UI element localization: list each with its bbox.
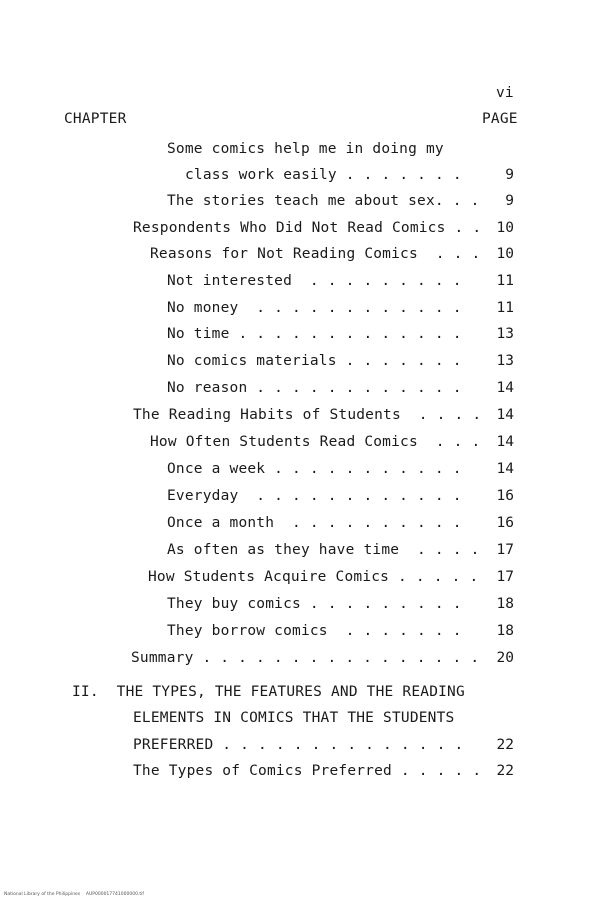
toc-page-ref: 10 [496, 246, 514, 262]
toc-entry: They buy comics . . . . . . . . . [167, 596, 462, 612]
toc-entry: Once a month . . . . . . . . . . [167, 515, 462, 531]
toc-entry: PREFERRED . . . . . . . . . . . . . . [133, 737, 464, 753]
toc-entry: Everyday . . . . . . . . . . . . [167, 488, 462, 504]
toc-page-ref: 14 [496, 434, 514, 450]
toc-entry: Not interested . . . . . . . . . [167, 273, 462, 289]
toc-page-ref: 14 [496, 380, 514, 396]
toc-entry: The Reading Habits of Students . . . . [133, 407, 482, 423]
toc-page-ref: 18 [496, 623, 514, 639]
toc-entry: Some comics help me in doing my [167, 141, 444, 157]
toc-page-ref: 17 [496, 569, 514, 585]
toc-page-ref: 9 [505, 167, 514, 183]
toc-entry: They borrow comics . . . . . . . [167, 623, 462, 639]
toc-page-ref: 11 [496, 273, 514, 289]
chapter-title: ELEMENTS IN COMICS THAT THE STUDENTS [133, 710, 455, 726]
toc-page-ref: 14 [496, 461, 514, 477]
toc-entry: How Often Students Read Comics . . . [150, 434, 481, 450]
toc-page-ref: 13 [496, 326, 514, 342]
toc-entry: No reason . . . . . . . . . . . . [167, 380, 462, 396]
toc-page-ref: 9 [505, 193, 514, 209]
toc-page-ref: 11 [496, 300, 514, 316]
toc-entry: Once a week . . . . . . . . . . . [167, 461, 462, 477]
toc-page-ref: 16 [496, 515, 514, 531]
toc-entry: The stories teach me about sex. . . [167, 193, 480, 209]
toc-page-ref: 20 [496, 650, 514, 666]
toc-entry: No comics materials . . . . . . . [167, 353, 462, 369]
toc-entry: Summary . . . . . . . . . . . . . . . . [131, 650, 480, 666]
toc-page-ref: 17 [496, 542, 514, 558]
toc-page-ref: 22 [496, 763, 514, 779]
toc-entry: class work easily . . . . . . . [185, 167, 462, 183]
toc-page-ref: 18 [496, 596, 514, 612]
toc-entry: Reasons for Not Reading Comics . . . [150, 246, 481, 262]
toc-entry: No money . . . . . . . . . . . . [167, 300, 462, 316]
toc-page-ref: 13 [496, 353, 514, 369]
toc-page-ref: 22 [496, 737, 514, 753]
toc-page-ref: 14 [496, 407, 514, 423]
toc-entry: As often as they have time . . . . [167, 542, 480, 558]
page-header: PAGE [482, 111, 518, 127]
toc-entry: The Types of Comics Preferred . . . . . [133, 763, 482, 779]
toc-entry: No time . . . . . . . . . . . . . [167, 326, 462, 342]
toc-entry: Respondents Who Did Not Read Comics . . [133, 220, 482, 236]
toc-entry: How Students Acquire Comics . . . . . [148, 569, 479, 585]
scan-footer: National Library of the Philippines AUP000017741000000.tif [4, 892, 144, 897]
toc-page-ref: 16 [496, 488, 514, 504]
chapter-header: CHAPTER [64, 111, 127, 127]
chapter-title: II. THE TYPES, THE FEATURES AND THE READING [72, 684, 465, 700]
toc-page-ref: 10 [496, 220, 514, 236]
page-number: vi [496, 85, 514, 101]
